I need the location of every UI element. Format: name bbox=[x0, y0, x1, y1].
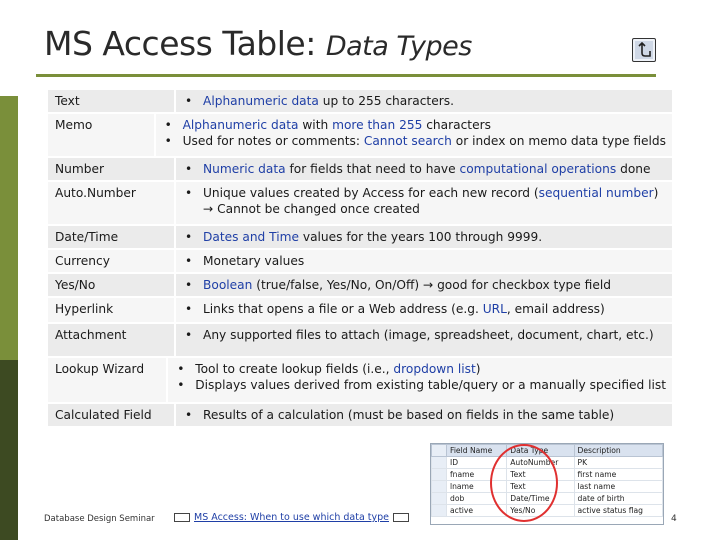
highlight-text: dropdown list bbox=[393, 362, 476, 376]
highlight-text: more than 255 bbox=[332, 118, 423, 132]
highlight-text: Alphanumeric data bbox=[203, 94, 319, 108]
bullet-icon: • bbox=[185, 254, 193, 268]
description-line bbox=[174, 361, 666, 377]
table-row bbox=[48, 274, 672, 296]
data-type-highlight-circle bbox=[490, 444, 558, 522]
data-type-name: Text bbox=[48, 90, 174, 112]
table-row bbox=[48, 114, 672, 156]
bullet-icon: • bbox=[177, 378, 185, 392]
description-line bbox=[182, 407, 666, 423]
description-line bbox=[182, 253, 666, 269]
link-icon bbox=[393, 513, 409, 522]
thumb-cell: Text bbox=[507, 481, 574, 493]
bullet-icon: • bbox=[177, 362, 185, 376]
bullet-icon: • bbox=[185, 408, 193, 422]
description-line bbox=[182, 93, 666, 109]
thumb-header: Field Name bbox=[447, 445, 507, 457]
description-text: done bbox=[616, 162, 651, 176]
table-row bbox=[48, 298, 672, 322]
page-number: 4 bbox=[671, 514, 677, 524]
description-text: Used for notes or comments: bbox=[182, 134, 364, 148]
description-text: (true/false, Yes/No, On/Off) → good for checkbox type field bbox=[252, 278, 611, 292]
description-text: Any supported files to attach (image, spreadsheet, document, chart, etc.) bbox=[203, 328, 654, 342]
data-types-table bbox=[48, 90, 672, 428]
description-text: Links that opens a file or a Web address (e.g. bbox=[203, 302, 483, 316]
bullet-icon: • bbox=[185, 302, 193, 316]
data-type-name: Number bbox=[48, 158, 174, 180]
description-line bbox=[182, 161, 666, 177]
link-icon bbox=[174, 513, 190, 522]
description-text: Monetary values bbox=[203, 254, 305, 268]
bullet-icon: • bbox=[185, 328, 193, 342]
data-type-name: Auto.Number bbox=[48, 182, 174, 224]
table-row bbox=[48, 182, 672, 224]
footer-seminar: Database Design Seminar bbox=[44, 514, 155, 524]
description-line bbox=[182, 201, 666, 217]
bullet-icon: • bbox=[164, 134, 172, 148]
data-type-description bbox=[176, 324, 672, 356]
thumb-cell: dob bbox=[447, 493, 507, 505]
data-type-name: Attachment bbox=[48, 324, 174, 356]
highlight-text: sequential number bbox=[538, 186, 654, 200]
description-text: → Cannot be changed once created bbox=[203, 202, 420, 216]
data-type-name: Memo bbox=[48, 114, 154, 156]
description-text: with bbox=[298, 118, 333, 132]
description-text: ) bbox=[475, 362, 481, 376]
thumb-header: Data Type bbox=[507, 445, 574, 457]
data-type-description bbox=[176, 298, 672, 322]
title-main: MS Access Table: bbox=[44, 24, 316, 63]
description-line bbox=[182, 277, 666, 293]
data-type-description bbox=[168, 358, 672, 402]
table-row bbox=[48, 250, 672, 272]
thumb-cell: Date/Time bbox=[507, 493, 574, 505]
data-type-name: Currency bbox=[48, 250, 174, 272]
highlight-text: URL bbox=[482, 302, 507, 316]
title-sub: Data Types bbox=[325, 31, 472, 62]
description-line bbox=[174, 377, 666, 393]
description-line bbox=[182, 327, 666, 343]
data-type-description bbox=[176, 182, 672, 224]
thumb-cell: last name bbox=[574, 481, 663, 493]
thumb-cell: AutoNumber bbox=[507, 457, 574, 469]
description-text: or index on memo data type fields bbox=[451, 134, 666, 148]
description-line bbox=[182, 229, 666, 245]
description-text: for fields that need to have bbox=[285, 162, 460, 176]
table-row bbox=[48, 358, 672, 402]
footer-link[interactable] bbox=[170, 512, 413, 523]
data-type-description bbox=[176, 274, 672, 296]
row-selector bbox=[432, 481, 447, 493]
title-underline bbox=[36, 74, 656, 77]
bullet-icon: • bbox=[185, 162, 193, 176]
thumb-cell: active status flag bbox=[574, 505, 663, 517]
description-text: Results of a calculation (must be based on fields in the same table) bbox=[203, 408, 615, 422]
sidebar-dark bbox=[0, 360, 18, 540]
thumb-cell: Text bbox=[507, 469, 574, 481]
description-line bbox=[162, 133, 666, 149]
data-type-name: Lookup Wizard bbox=[48, 358, 166, 402]
bullet-icon: • bbox=[185, 278, 193, 292]
highlight-text: Boolean bbox=[203, 278, 253, 292]
footer-link-text[interactable]: MS Access: When to use which data type bbox=[194, 512, 390, 523]
sidebar-accent bbox=[0, 96, 18, 360]
row-selector bbox=[432, 457, 447, 469]
description-text: ) bbox=[653, 186, 659, 200]
highlight-text: Dates and Time bbox=[203, 230, 299, 244]
highlight-text: Numeric data bbox=[203, 162, 286, 176]
highlight-text: computational operations bbox=[459, 162, 617, 176]
thumb-cell: Yes/No bbox=[507, 505, 574, 517]
data-type-name: Date/Time bbox=[48, 226, 174, 248]
bullet-icon: • bbox=[185, 186, 193, 200]
data-type-description bbox=[156, 114, 672, 156]
row-selector bbox=[432, 493, 447, 505]
table-row bbox=[48, 158, 672, 180]
row-selector bbox=[432, 469, 447, 481]
bullet-icon bbox=[182, 201, 203, 217]
return-arrow-icon bbox=[636, 42, 652, 58]
thumb-cell: lname bbox=[447, 481, 507, 493]
description-text: up to 255 characters. bbox=[318, 94, 454, 108]
bullet-icon: • bbox=[185, 230, 193, 244]
thumb-header: Description bbox=[574, 445, 663, 457]
data-type-name: Yes/No bbox=[48, 274, 174, 296]
thumb-cell: first name bbox=[574, 469, 663, 481]
data-type-description bbox=[176, 250, 672, 272]
description-line bbox=[182, 185, 666, 201]
return-button[interactable] bbox=[632, 38, 656, 62]
table-row bbox=[48, 90, 672, 112]
description-text: , email address) bbox=[506, 302, 605, 316]
highlight-text: Cannot search bbox=[363, 134, 452, 148]
data-type-name: Hyperlink bbox=[48, 298, 174, 322]
table-row bbox=[48, 404, 672, 426]
description-line bbox=[182, 301, 666, 317]
table-row bbox=[48, 324, 672, 356]
row-selector bbox=[432, 505, 447, 517]
thumb-cell: date of birth bbox=[574, 493, 663, 505]
thumb-cell: ID bbox=[447, 457, 507, 469]
description-text: characters bbox=[422, 118, 491, 132]
description-text: Unique values created by Access for each new record ( bbox=[203, 186, 539, 200]
description-text: values for the years 100 through 9999. bbox=[298, 230, 543, 244]
thumb-cell: fname bbox=[447, 469, 507, 481]
bullet-icon: • bbox=[164, 118, 172, 132]
data-type-description bbox=[176, 404, 672, 426]
thumb-cell: PK bbox=[574, 457, 663, 469]
slide-title bbox=[44, 24, 472, 63]
thumb-cell: active bbox=[447, 505, 507, 517]
table-row bbox=[48, 226, 672, 248]
sidebar-top bbox=[0, 0, 18, 96]
data-type-name: Calculated Field bbox=[48, 404, 174, 426]
description-text: Displays values derived from existing table/query or a manually specified list bbox=[195, 378, 666, 392]
data-type-description bbox=[176, 226, 672, 248]
bullet-icon: • bbox=[185, 94, 193, 108]
description-line bbox=[162, 117, 666, 133]
thumb-corner bbox=[432, 445, 447, 457]
description-text: Tool to create lookup fields (i.e., bbox=[195, 362, 394, 376]
data-type-description bbox=[176, 158, 672, 180]
highlight-text: Alphanumeric data bbox=[182, 118, 299, 132]
data-type-description bbox=[176, 90, 672, 112]
